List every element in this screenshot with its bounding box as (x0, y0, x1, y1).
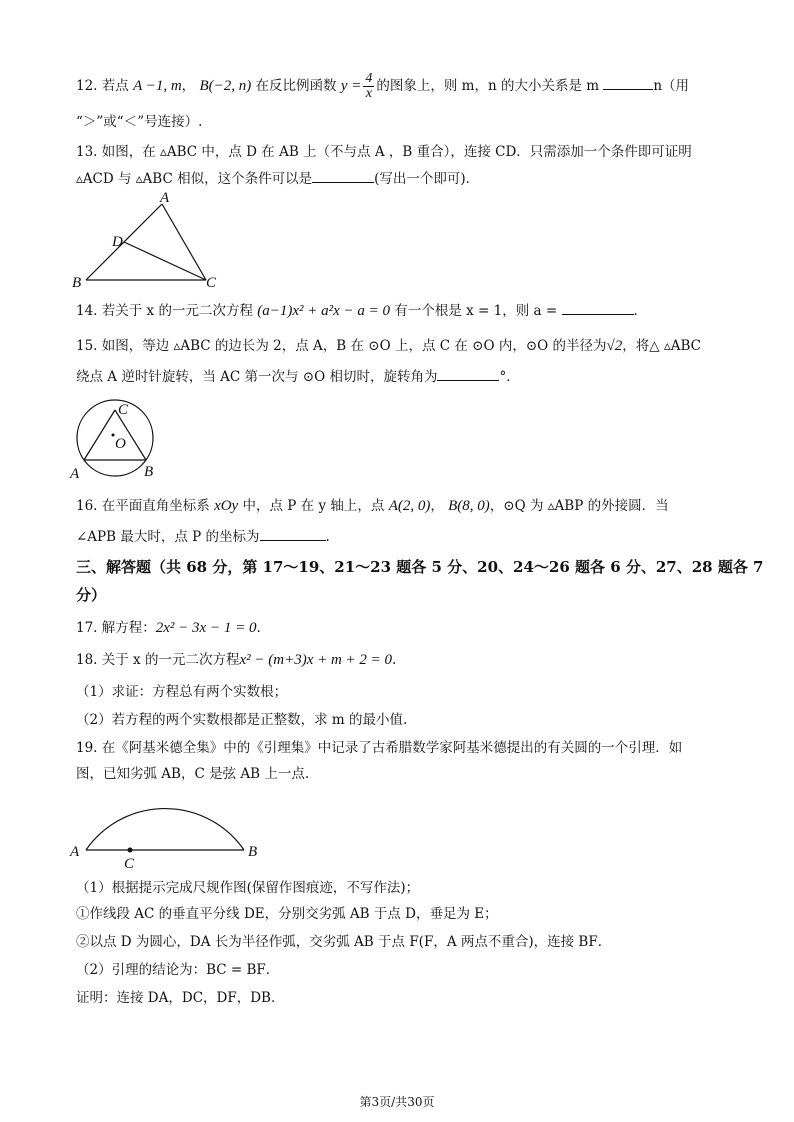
point-b-coord: B(−2, n) (199, 78, 252, 94)
label-a-q19: A (70, 844, 80, 860)
section-3-heading: 三、解答题（共 68 分，第 17～19、21～23 题各 5 分、20、24～26 题各 6 分、27、28 题各 7 (76, 558, 764, 576)
label-b-q19: B (248, 844, 258, 860)
q19-line-2: 图，已知劣弧 AB，C 是弦 AB 上一点. (76, 766, 310, 782)
answer-blank-q14[interactable] (562, 300, 634, 315)
label-c-q19: C (124, 856, 135, 870)
label-a-q15: A (70, 466, 80, 482)
point-a-coord: A −1, m (133, 78, 182, 94)
page-number: 第3页/共30页 (359, 1095, 435, 1109)
q19-line-1: 19. 在《阿基米德全集》中的《引理集》中记录了古希腊数学家阿基米德提出的有关圆的一个引理．如 (76, 740, 683, 756)
q12-line-2: “＞”或“＜”号连接）. (76, 114, 203, 130)
q15-line-2: 绕点 A 逆时针旋转，当 AC 第一次与 ⊙O 相切时，旋转角为 °． (76, 366, 520, 387)
q18-part-1: （1）求证：方程总有两个实数根； (76, 684, 288, 700)
label-c-q15: C (118, 402, 129, 418)
label-d: D (112, 234, 123, 250)
answer-blank-q16[interactable] (260, 526, 326, 541)
q19-proof: 证明：连接 DA，DC，DF，DB． (76, 990, 285, 1006)
fraction-4-over-x: $\frac{4}{x}$ (365, 71, 373, 101)
q19-step-1: （1）根据提示完成尺规作图(保留作图痕迹，不写作法)； (76, 880, 420, 896)
equation-q14: (a−1)x² + a²x − a = 0 (257, 303, 391, 319)
section-3-heading-cont: 分） (76, 586, 107, 604)
q19-step-1a: ①作线段 AC 的垂直平分线 DE，分别交劣弧 AB 于点 D，垂足为 E； (76, 906, 498, 922)
label-b-q15: B (144, 464, 154, 480)
sqrt-2: √2 (606, 338, 623, 354)
answer-blank-q13[interactable] (312, 168, 374, 183)
answer-blank-q15[interactable] (437, 366, 499, 381)
triangle-figure-q13 (66, 190, 226, 294)
point-b-q16: B(8, 0) (448, 498, 490, 514)
point-a-q16: A(2, 0) (388, 498, 431, 514)
q12-line-1: 12. 若点 A −1, m， B(−2, n) 在反比例函数 y = $\frac{4}{x}$ 的图象上，则 m，n 的大小关系是 m n（用 (76, 71, 690, 101)
answer-blank-q12[interactable] (603, 75, 653, 90)
q16-line-2: ∠APB 最大时，点 P 的坐标为 . (76, 526, 330, 547)
circle-triangle-figure-q15 (66, 394, 166, 484)
label-a: A (160, 190, 170, 206)
q13-line-2: ▵ACD 与 ▵ABC 相似，这个条件可以是 (写出一个即可)． (76, 168, 479, 189)
arc-figure-q19 (66, 790, 276, 870)
equation-q17: 2x² − 3x − 1 = 0 (155, 620, 257, 636)
q19-step-2: （2）引理的结论为：BC = BF． (76, 962, 280, 978)
q19-step-1b: ②以点 D 为圆心，DA 长为半径作弧，交劣弧 AB 于点 F(F，A 两点不重合)，连接 BF． (76, 934, 612, 950)
q17-line: 17. 解方程：2x² − 3x − 1 = 0. (76, 620, 261, 636)
q13-line-1: 13. 如图，在 ▵ABC 中，点 D 在 AB 上（不与点 A ，B 重合），连接 CD．只需添加一个条件即可证明 (76, 144, 692, 160)
q18-part-2: （2）若方程的两个实数根都是正整数，求 m 的最小值. (76, 712, 408, 728)
q16-line-1: 16. 在平面直角坐标系 xOy 中，点 P 在 y 轴上，点 A(2, 0)， B(8, 0)，⊙Q 为 ▵ABP 的外接圆．当 (76, 498, 669, 514)
equation-q18: x² − (m+3)x + m + 2 = 0 (239, 652, 393, 668)
q15-line-1: 15. 如图，等边 ▵ABC 的边长为 2，点 A，B 在 ⊙O 上，点 C 在 ⊙O 内，⊙O 的半径为√2，将△ ▵ABC (76, 338, 701, 354)
q14-line: 14. 若关于 x 的一元二次方程 (a−1)x² + a²x − a = 0 有一个根是 x = 1，则 a = . (76, 300, 638, 321)
label-b: B (72, 275, 82, 291)
label-c: C (206, 275, 217, 291)
q18-line: 18. 关于 x 的一元二次方程x² − (m+3)x + m + 2 = 0. (76, 652, 397, 668)
label-o-q15: O (115, 436, 126, 452)
